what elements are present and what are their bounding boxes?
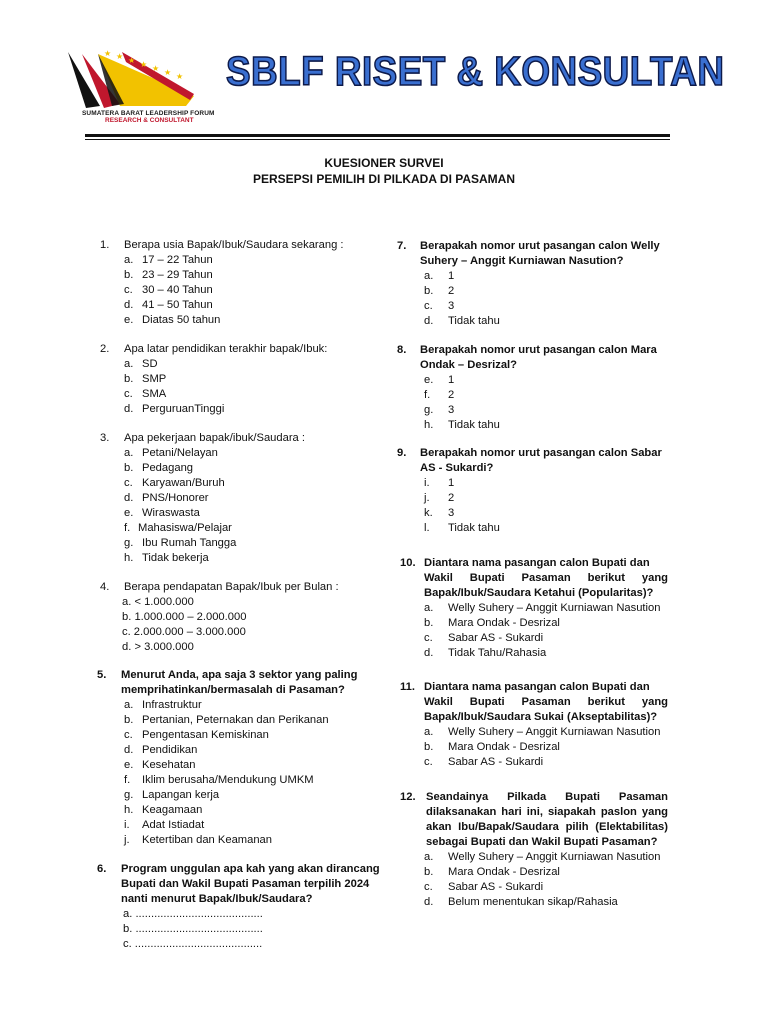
option-item[interactable]: d. > 3.000.000 <box>122 641 194 653</box>
option-item[interactable]: d. 41 – 50 Tahun <box>124 299 213 311</box>
option-item[interactable]: b. SMP <box>124 373 167 385</box>
option-item[interactable]: c. 30 – 40 Tahun <box>124 284 213 296</box>
option-item[interactable]: d. Pendidikan <box>124 744 198 756</box>
document-title: KUESIONER SURVEI <box>324 156 444 170</box>
question-number: 9. <box>397 447 407 459</box>
question-number: 5. <box>97 669 107 681</box>
answer-blank[interactable]: b. ......................................... <box>123 923 263 935</box>
option-item[interactable]: i. 1 <box>424 477 455 489</box>
option-list <box>400 601 670 661</box>
question-text: Diantara nama pasangan calon Bupati dan <box>424 681 650 693</box>
option-item[interactable]: j. Ketertiban dan Keamanan <box>124 834 272 846</box>
option-item[interactable]: h. Tidak bekerja <box>124 552 209 564</box>
option-item[interactable]: c. 3 <box>424 300 455 312</box>
logo-tagline: RESEARCH & CONSULTANT <box>105 117 194 124</box>
option-item[interactable]: b. 1.000.000 – 2.000.000 <box>122 611 247 623</box>
document-subtitle: PERSEPSI PEMILIH DI PILKADA DI PASAMAN <box>252 172 516 186</box>
option-item[interactable]: a. Petani/Nelayan <box>124 447 218 459</box>
option-item[interactable]: c. Pengentasan Kemiskinan <box>124 729 269 741</box>
option-item[interactable]: a. < 1.000.000 <box>122 596 194 608</box>
option-item[interactable]: a. Infrastruktur <box>124 699 202 711</box>
option-item[interactable]: g. Lapangan kerja <box>124 789 220 801</box>
question-text: Berapakah nomor urut pasangan calon Mara <box>420 344 657 356</box>
question-text-cont: dilaksanakan hari ini, siapakah paslon yang <box>426 806 668 818</box>
option-item[interactable]: b. Pedagang <box>124 462 194 474</box>
option-item[interactable]: c. Sabar AS - Sukardi <box>424 881 544 893</box>
option-item[interactable]: e. Kesehatan <box>124 759 196 771</box>
question-number: 4. <box>100 581 110 593</box>
question-number: 10. <box>400 557 416 569</box>
question-text-cont: AS - Sukardi? <box>420 462 494 474</box>
question-number: 6. <box>97 863 107 875</box>
question-text-cont: Bapak/Ibuk/Saudara Sukai (Akseptabilitas)? <box>424 711 658 723</box>
question-text-cont: akan Ibu/Bapak/Saudara pilih (Elektabilitas) <box>426 821 668 833</box>
option-item[interactable]: f. 2 <box>424 389 455 401</box>
option-item[interactable]: a. Welly Suhery – Anggit Kurniawan Nasution <box>424 726 661 738</box>
option-list <box>400 850 670 910</box>
option-item[interactable]: c. 2.000.000 – 3.000.000 <box>122 626 246 638</box>
question-text: Berapakah nomor urut pasangan calon Welly <box>420 240 660 252</box>
option-item[interactable]: b. 2 <box>424 285 455 297</box>
svg-text:★: ★ <box>140 60 148 69</box>
question-10 <box>400 556 670 661</box>
option-list <box>397 476 672 536</box>
question-text-cont: Wakil Bupati Pasaman berikut yang <box>424 696 668 708</box>
question-text-cont: Suhery – Anggit Kurniawan Nasution? <box>420 255 624 267</box>
question-12 <box>400 790 670 910</box>
option-item[interactable]: b. Pertanian, Peternakan dan Perikanan <box>124 714 329 726</box>
logo-subtitle: SUMATERA BARAT LEADERSHIP FORUM <box>82 110 215 117</box>
option-item[interactable]: d. PNS/Honorer <box>124 492 209 504</box>
question-text: Menurut Anda, apa saja 3 sektor yang paling <box>121 669 358 681</box>
question-number: 1. <box>100 239 110 251</box>
question-text: Seandainya Pilkada Bupati Pasaman <box>426 791 668 803</box>
option-item[interactable]: b. Mara Ondak - Desrizal <box>424 741 560 753</box>
svg-text:★: ★ <box>152 64 160 73</box>
option-item[interactable]: j. 2 <box>424 492 455 504</box>
question-text: Program unggulan apa kah yang akan dirancang <box>121 863 380 875</box>
question-text: Berapakah nomor urut pasangan calon Sabar <box>420 447 662 459</box>
svg-text:★: ★ <box>116 52 124 61</box>
svg-text:★: ★ <box>164 68 172 77</box>
svg-text:★: ★ <box>176 72 184 81</box>
question-number: 2. <box>100 343 110 355</box>
option-item[interactable]: l. Tidak tahu <box>424 522 500 534</box>
option-item[interactable]: d. Tidak Tahu/Rahasia <box>424 647 547 659</box>
option-item[interactable]: f. Mahasiswa/Pelajar <box>124 522 232 534</box>
option-item[interactable]: h. Keagamaan <box>124 804 203 816</box>
question-text: Diantara nama pasangan calon Bupati dan <box>424 557 650 569</box>
question-8 <box>397 343 672 433</box>
option-item[interactable]: d. Tidak tahu <box>424 315 500 327</box>
option-item[interactable]: h. Tidak tahu <box>424 419 500 431</box>
option-item[interactable]: a. 17 – 22 Tahun <box>124 254 213 266</box>
option-item[interactable]: d. Belum menentukan sikap/Rahasia <box>424 896 618 908</box>
question-text-cont: Wakil Bupati Pasaman berikut yang <box>424 572 668 584</box>
option-item[interactable]: b. Mara Ondak - Desrizal <box>424 617 560 629</box>
option-item[interactable]: c. Karyawan/Buruh <box>124 477 225 489</box>
option-item[interactable]: e. Diatas 50 tahun <box>124 314 221 326</box>
question-text-cont: Ondak – Desrizal? <box>420 359 517 371</box>
option-item[interactable]: a. Welly Suhery – Anggit Kurniawan Nasution <box>424 851 661 863</box>
question-7 <box>397 239 672 329</box>
option-item[interactable]: e. 1 <box>424 374 455 386</box>
option-item[interactable]: f. Iklim berusaha/Mendukung UMKM <box>124 774 314 786</box>
option-list <box>397 373 672 433</box>
question-11 <box>400 680 670 770</box>
question-number: 11. <box>400 681 415 693</box>
question-text-cont: Bapak/Ibuk/Saudara Ketahui (Popularitas)? <box>424 587 654 599</box>
question-text: Apa pekerjaan bapak/ibuk/Saudara : <box>124 432 305 444</box>
option-item[interactable]: i. Adat Istiadat <box>124 819 205 831</box>
answer-blank[interactable]: c. ......................................... <box>123 938 263 950</box>
option-item[interactable]: a. SD <box>124 358 158 370</box>
option-item[interactable]: b. Mara Ondak - Desrizal <box>424 866 560 878</box>
answer-blank[interactable]: a. ......................................... <box>123 908 263 920</box>
svg-text:★: ★ <box>104 49 112 58</box>
option-item[interactable]: b. 23 – 29 Tahun <box>124 269 213 281</box>
option-item[interactable]: c. Sabar AS - Sukardi <box>424 632 544 644</box>
question-9 <box>397 446 672 536</box>
option-item[interactable]: d. PerguruanTinggi <box>124 403 225 415</box>
question-text: Apa latar pendidikan terakhir bapak/Ibuk: <box>124 343 328 355</box>
question-text-cont: memprihatinkan/bermasalah di Pasaman? <box>121 684 345 696</box>
question-number: 3. <box>100 432 110 444</box>
question-text: Berapa pendapatan Bapak/Ibuk per Bulan : <box>124 581 339 593</box>
option-item[interactable]: c. SMA <box>124 388 167 400</box>
option-list <box>397 269 672 329</box>
question-number: 8. <box>397 344 407 356</box>
option-list <box>400 725 670 770</box>
option-item[interactable]: e. Wiraswasta <box>124 507 200 519</box>
question-number: 12. <box>400 791 416 803</box>
question-text-cont: sebagai Bupati dan Wakil Bupati Pasaman? <box>426 836 658 848</box>
brand-title: SBLF RISET & KONSULTAN <box>226 48 725 94</box>
option-item[interactable]: c. Sabar AS - Sukardi <box>424 756 544 768</box>
option-item[interactable]: a. 1 <box>424 270 455 282</box>
question-text: Berapa usia Bapak/Ibuk/Saudara sekarang : <box>124 239 344 251</box>
option-item[interactable]: g. 3 <box>424 404 455 416</box>
svg-text:★: ★ <box>128 56 136 65</box>
question-text-cont: nanti menurut Bapak/Ibuk/Saudara? <box>121 893 313 905</box>
question-number: 7. <box>397 240 407 252</box>
question-text-cont: Bupati dan Wakil Bupati Pasaman terpilih 2024 <box>121 878 370 890</box>
option-item[interactable]: a. Welly Suhery – Anggit Kurniawan Nasution <box>424 602 661 614</box>
option-item[interactable]: g. Ibu Rumah Tangga <box>124 537 237 549</box>
option-item[interactable]: k. 3 <box>424 507 455 519</box>
